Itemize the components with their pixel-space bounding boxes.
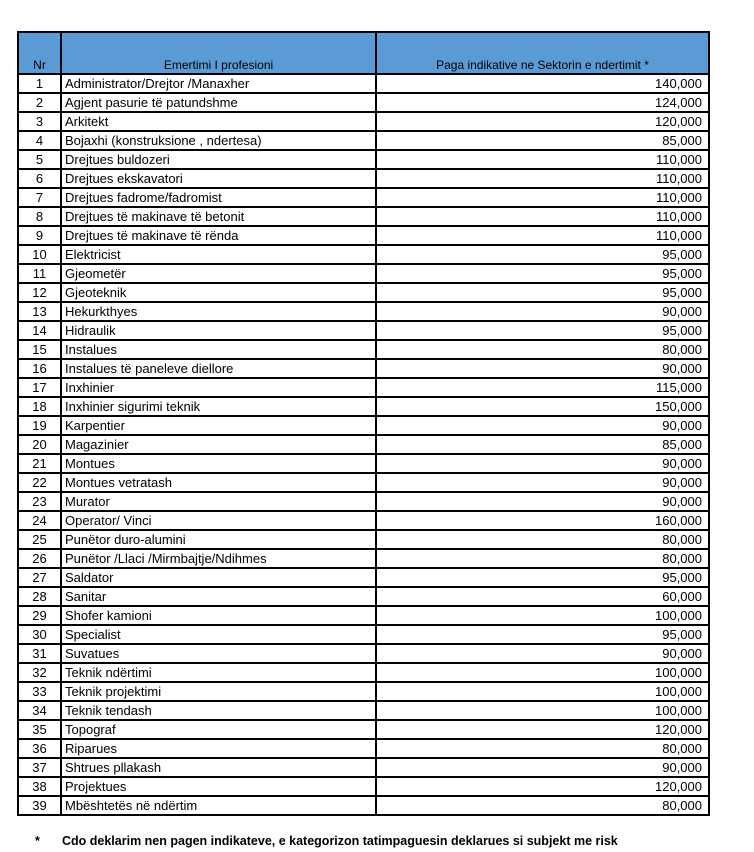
table-row (18, 340, 709, 359)
indicative-wage: 115,000 (376, 378, 709, 397)
indicative-wage: 95,000 (376, 568, 709, 587)
row-number: 5 (18, 150, 61, 169)
indicative-wage: 100,000 (376, 606, 709, 625)
table-row (18, 131, 709, 150)
indicative-wage: 110,000 (376, 169, 709, 188)
row-number: 13 (18, 302, 61, 321)
indicative-wage: 110,000 (376, 188, 709, 207)
profession-name: Instalues (61, 340, 376, 359)
row-number: 24 (18, 511, 61, 530)
profession-name: Instalues të paneleve diellore (61, 359, 376, 378)
row-number: 8 (18, 207, 61, 226)
table-row (18, 720, 709, 739)
table-row (18, 74, 709, 93)
row-number: 10 (18, 245, 61, 264)
row-number: 31 (18, 644, 61, 663)
indicative-wage: 90,000 (376, 758, 709, 777)
profession-name: Drejtues fadrome/fadromist (61, 188, 376, 207)
row-number: 21 (18, 454, 61, 473)
table-row (18, 264, 709, 283)
row-number: 29 (18, 606, 61, 625)
row-number: 14 (18, 321, 61, 340)
row-number: 4 (18, 131, 61, 150)
indicative-wage: 95,000 (376, 283, 709, 302)
profession-name: Bojaxhi (konstruksione , ndertesa) (61, 131, 376, 150)
indicative-wage: 90,000 (376, 473, 709, 492)
profession-name: Elektricist (61, 245, 376, 264)
row-number: 6 (18, 169, 61, 188)
profession-name: Projektues (61, 777, 376, 796)
profession-name: Gjeoteknik (61, 283, 376, 302)
table-row (18, 207, 709, 226)
row-number: 9 (18, 226, 61, 245)
profession-name: Karpentier (61, 416, 376, 435)
profession-name: Riparues (61, 739, 376, 758)
indicative-wage: 90,000 (376, 454, 709, 473)
row-number: 23 (18, 492, 61, 511)
table-row (18, 359, 709, 378)
indicative-wage: 90,000 (376, 416, 709, 435)
indicative-wage: 100,000 (376, 701, 709, 720)
indicative-wage: 90,000 (376, 359, 709, 378)
profession-name: Murator (61, 492, 376, 511)
row-number: 16 (18, 359, 61, 378)
table-row (18, 112, 709, 131)
indicative-wage: 120,000 (376, 112, 709, 131)
profession-name: Administrator/Drejtor /Manaxher (61, 74, 376, 93)
row-number: 26 (18, 549, 61, 568)
table-row (18, 682, 709, 701)
table-row (18, 302, 709, 321)
indicative-wage: 90,000 (376, 492, 709, 511)
table-row (18, 606, 709, 625)
row-number: 22 (18, 473, 61, 492)
indicative-wage: 150,000 (376, 397, 709, 416)
table-row (18, 454, 709, 473)
indicative-wage: 120,000 (376, 777, 709, 796)
profession-name: Teknik tendash (61, 701, 376, 720)
profession-name: Agjent pasurie të patundshme (61, 93, 376, 112)
row-number: 17 (18, 378, 61, 397)
indicative-wage: 110,000 (376, 207, 709, 226)
profession-name: Drejtues ekskavatori (61, 169, 376, 188)
indicative-wage: 80,000 (376, 549, 709, 568)
table-row (18, 625, 709, 644)
profession-name: Saldator (61, 568, 376, 587)
footnote (35, 834, 618, 848)
row-number: 28 (18, 587, 61, 606)
indicative-wage: 80,000 (376, 739, 709, 758)
row-number: 38 (18, 777, 61, 796)
table-row (18, 796, 709, 815)
profession-name: Shtrues pllakash (61, 758, 376, 777)
row-number: 39 (18, 796, 61, 815)
table-row (18, 777, 709, 796)
table-row (18, 435, 709, 454)
row-number: 15 (18, 340, 61, 359)
row-number: 2 (18, 93, 61, 112)
row-number: 33 (18, 682, 61, 701)
profession-name: Mbështetës në ndërtim (61, 796, 376, 815)
row-number: 35 (18, 720, 61, 739)
table-row (18, 530, 709, 549)
row-number: 3 (18, 112, 61, 131)
table-row (18, 758, 709, 777)
table-row (18, 549, 709, 568)
profession-name: Teknik projektimi (61, 682, 376, 701)
table-row (18, 226, 709, 245)
indicative-wage: 80,000 (376, 796, 709, 815)
indicative-wage: 85,000 (376, 435, 709, 454)
header-indicative-wage: Paga indikative ne Sektorin e ndertimit * (376, 32, 709, 74)
table-header-row (18, 32, 709, 74)
profession-name: Drejtues të makinave të betonit (61, 207, 376, 226)
table-row (18, 568, 709, 587)
row-number: 12 (18, 283, 61, 302)
indicative-wage: 110,000 (376, 150, 709, 169)
table-row (18, 492, 709, 511)
profession-name: Teknik ndërtimi (61, 663, 376, 682)
table-row (18, 321, 709, 340)
profession-name: Hidraulik (61, 321, 376, 340)
profession-name: Punëtor duro-alumini (61, 530, 376, 549)
indicative-wage: 80,000 (376, 340, 709, 359)
profession-name: Specialist (61, 625, 376, 644)
indicative-wage: 90,000 (376, 644, 709, 663)
table-row (18, 416, 709, 435)
indicative-wage: 85,000 (376, 131, 709, 150)
table-row (18, 378, 709, 397)
row-number: 7 (18, 188, 61, 207)
row-number: 32 (18, 663, 61, 682)
profession-name: Punëtor /Llaci /Mirmbajtje/Ndihmes (61, 549, 376, 568)
table-row (18, 283, 709, 302)
indicative-wage: 95,000 (376, 625, 709, 644)
table-row (18, 739, 709, 758)
row-number: 30 (18, 625, 61, 644)
profession-name: Operator/ Vinci (61, 511, 376, 530)
table-row (18, 473, 709, 492)
table-row (18, 644, 709, 663)
profession-name: Montues vetratash (61, 473, 376, 492)
row-number: 20 (18, 435, 61, 454)
profession-name: Inxhinier sigurimi teknik (61, 397, 376, 416)
table-body (18, 74, 709, 815)
row-number: 27 (18, 568, 61, 587)
indicative-wage: 100,000 (376, 682, 709, 701)
indicative-wage: 120,000 (376, 720, 709, 739)
profession-name: Drejtues të makinave të rënda (61, 226, 376, 245)
indicative-wage: 95,000 (376, 245, 709, 264)
header-profession: Emertimi I profesioni (61, 32, 376, 74)
profession-name: Gjeometër (61, 264, 376, 283)
footnote-text: Cdo deklarim nen pagen indikateve, e kategorizon tatimpaguesin deklarues si subjekt me risk (62, 834, 618, 848)
row-number: 25 (18, 530, 61, 549)
row-number: 37 (18, 758, 61, 777)
profession-name: Magazinier (61, 435, 376, 454)
profession-name: Topograf (61, 720, 376, 739)
indicative-wage: 80,000 (376, 530, 709, 549)
indicative-wage: 100,000 (376, 663, 709, 682)
indicative-wage: 95,000 (376, 321, 709, 340)
profession-name: Inxhinier (61, 378, 376, 397)
table-row (18, 587, 709, 606)
profession-name: Suvatues (61, 644, 376, 663)
profession-name: Sanitar (61, 587, 376, 606)
indicative-wage: 160,000 (376, 511, 709, 530)
wage-table (17, 31, 710, 816)
profession-name: Arkitekt (61, 112, 376, 131)
table-row (18, 169, 709, 188)
indicative-wage: 124,000 (376, 93, 709, 112)
indicative-wage: 110,000 (376, 226, 709, 245)
table-row (18, 245, 709, 264)
row-number: 18 (18, 397, 61, 416)
row-number: 19 (18, 416, 61, 435)
profession-name: Shofer kamioni (61, 606, 376, 625)
footnote-marker: * (35, 834, 40, 848)
table-row (18, 663, 709, 682)
profession-name: Montues (61, 454, 376, 473)
profession-name: Drejtues buldozeri (61, 150, 376, 169)
profession-name: Hekurkthyes (61, 302, 376, 321)
indicative-wage: 90,000 (376, 302, 709, 321)
table-row (18, 397, 709, 416)
row-number: 1 (18, 74, 61, 93)
row-number: 34 (18, 701, 61, 720)
table-row (18, 511, 709, 530)
indicative-wage: 60,000 (376, 587, 709, 606)
header-nr: Nr (18, 32, 61, 74)
indicative-wage: 140,000 (376, 74, 709, 93)
table-row (18, 188, 709, 207)
table-row (18, 93, 709, 112)
indicative-wage: 95,000 (376, 264, 709, 283)
row-number: 36 (18, 739, 61, 758)
row-number: 11 (18, 264, 61, 283)
table-row (18, 150, 709, 169)
table-row (18, 701, 709, 720)
